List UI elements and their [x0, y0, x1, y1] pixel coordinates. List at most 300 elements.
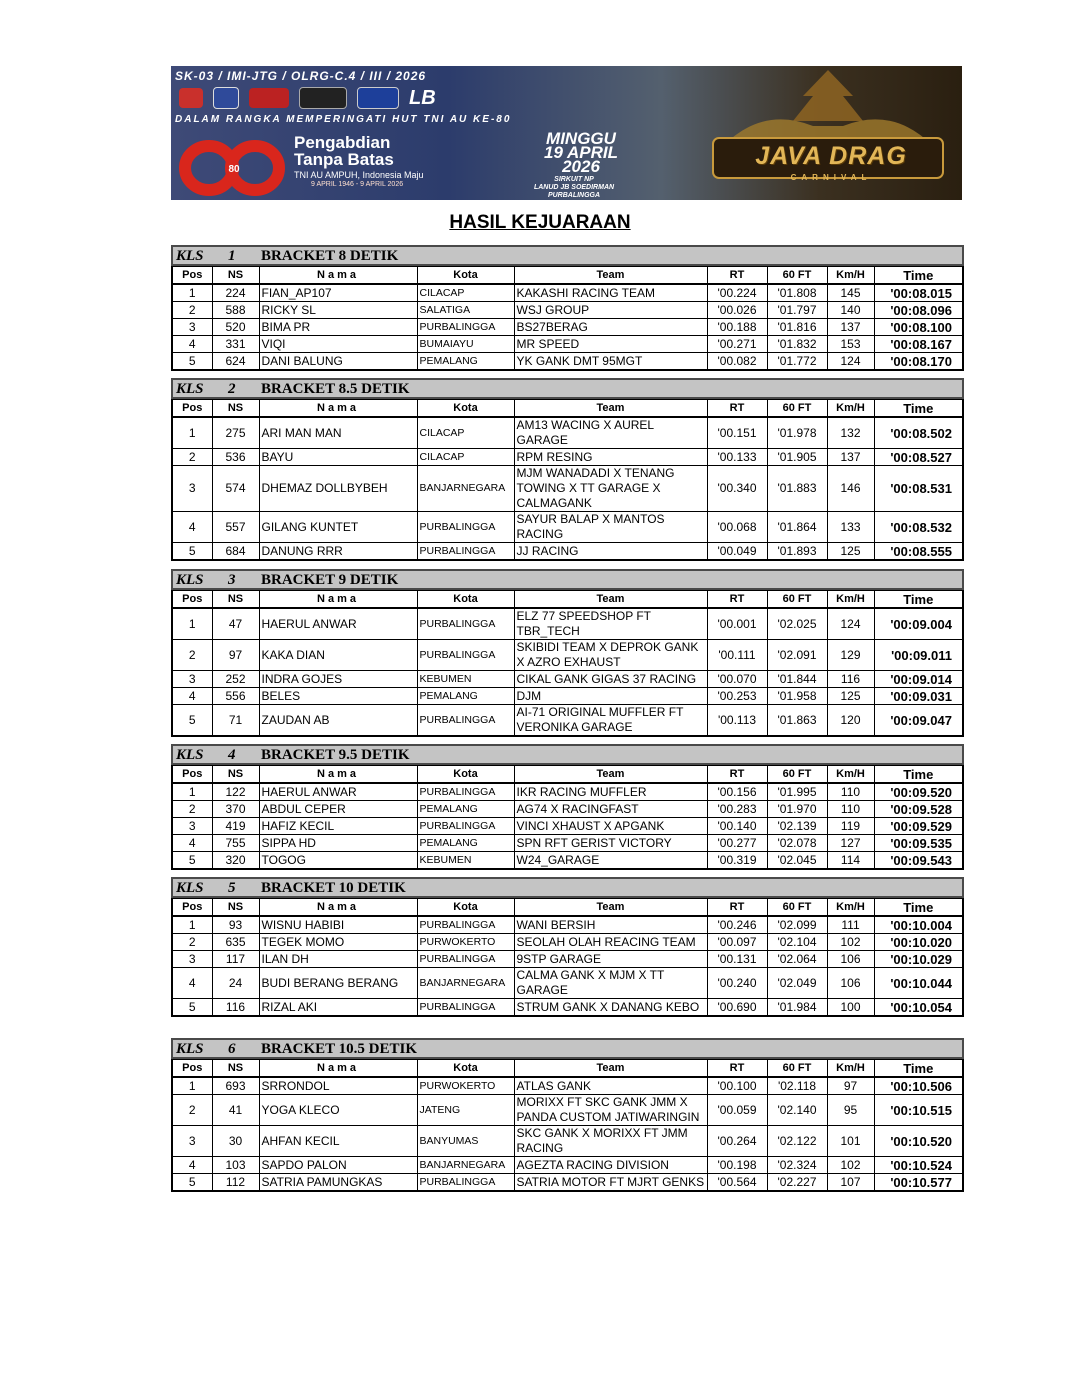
cell-time: '00:09.047 — [874, 705, 963, 737]
cell-pos: 2 — [172, 449, 212, 466]
cell-kmh: 101 — [827, 1126, 874, 1157]
cell-time: '00:08.531 — [874, 466, 963, 512]
class-header — [171, 877, 964, 898]
cell-rt: '00.224 — [707, 284, 767, 302]
cell-nama: SIPPA HD — [259, 835, 417, 852]
cell-ft: '02.139 — [767, 818, 827, 835]
cell-kmh: 110 — [827, 801, 874, 818]
header-ns: NS — [212, 267, 259, 285]
cell-kota: PURBALINGGA — [417, 818, 514, 835]
class-header — [171, 1038, 964, 1059]
cell-time: '00:09.529 — [874, 818, 963, 835]
cell-kmh: 125 — [827, 688, 874, 705]
table-header-row — [172, 1060, 963, 1078]
cell-nama: SRRONDOL — [259, 1077, 417, 1095]
cell-kmh: 110 — [827, 783, 874, 801]
venue-block — [489, 176, 659, 200]
cell-kmh: 124 — [827, 608, 874, 640]
cell-kota: PURBALINGGA — [417, 999, 514, 1017]
header-pos: Pos — [172, 591, 212, 609]
header-kota: Kota — [417, 267, 514, 285]
cell-pos: 2 — [172, 934, 212, 951]
cell-team: ELZ 77 SPEEDSHOP FT TBR_TECH — [514, 608, 707, 640]
cell-rt: '00.253 — [707, 688, 767, 705]
table-row — [172, 705, 963, 737]
cell-ns: 93 — [212, 916, 259, 934]
cell-kota: PURBALINGGA — [417, 640, 514, 671]
cell-kota: BANYUMAS — [417, 1126, 514, 1157]
cell-kota: PURBALINGGA — [417, 1174, 514, 1192]
cell-ft: '02.025 — [767, 608, 827, 640]
cell-kota: PURBALINGGA — [417, 543, 514, 561]
cell-pos: 4 — [172, 968, 212, 999]
cell-ns: 684 — [212, 543, 259, 561]
tni-au-logo — [179, 88, 203, 108]
local-logo — [249, 88, 289, 108]
cell-ns: 320 — [212, 852, 259, 870]
cell-team: YK GANK DMT 95MGT — [514, 353, 707, 371]
cell-ns: 331 — [212, 336, 259, 353]
cell-kota: BUMAIAYU — [417, 336, 514, 353]
cell-ns: 47 — [212, 608, 259, 640]
table-row — [172, 1157, 963, 1174]
slogan-line-2: Tanpa Batas — [294, 150, 394, 169]
header-kota: Kota — [417, 1060, 514, 1078]
cell-time: '00:10.520 — [874, 1126, 963, 1157]
cell-nama: AHFAN KECIL — [259, 1126, 417, 1157]
class-bracket-name: BRACKET 8 DETIK — [261, 248, 399, 264]
cell-ns: 574 — [212, 466, 259, 512]
cell-nama: FIAN_AP107 — [259, 284, 417, 302]
cell-kmh: 111 — [827, 916, 874, 934]
table-row — [172, 852, 963, 870]
header-ns: NS — [212, 400, 259, 418]
table-row — [172, 640, 963, 671]
table-row — [172, 688, 963, 705]
cell-nama: HAERUL ANWAR — [259, 608, 417, 640]
cell-kmh: 102 — [827, 1157, 874, 1174]
cell-time: '00:09.011 — [874, 640, 963, 671]
class-block — [171, 877, 964, 1017]
cell-kota: PURBALINGGA — [417, 512, 514, 543]
cell-kmh: 119 — [827, 818, 874, 835]
cell-ft: '02.045 — [767, 852, 827, 870]
cell-nama: BIMA PR — [259, 319, 417, 336]
header-time: Time — [874, 899, 963, 917]
table-row — [172, 1174, 963, 1192]
cell-pos: 5 — [172, 543, 212, 561]
cell-ft: '01.883 — [767, 466, 827, 512]
cell-kmh: 124 — [827, 353, 874, 371]
cell-ft: '01.984 — [767, 999, 827, 1017]
cell-rt: '00.151 — [707, 417, 767, 449]
cell-ft: '01.844 — [767, 671, 827, 688]
cell-time: '00:09.004 — [874, 608, 963, 640]
header-rt: RT — [707, 1060, 767, 1078]
table-row — [172, 302, 963, 319]
table-row — [172, 916, 963, 934]
cell-time: '00:10.004 — [874, 916, 963, 934]
cell-pos: 5 — [172, 999, 212, 1017]
header-pos: Pos — [172, 766, 212, 784]
class-block — [171, 1038, 964, 1192]
cell-ns: 635 — [212, 934, 259, 951]
cell-kota: PURBALINGGA — [417, 319, 514, 336]
cell-pos: 5 — [172, 852, 212, 870]
cell-team: CALMA GANK X MJM X TT GARAGE — [514, 968, 707, 999]
cell-kota: CILACAP — [417, 284, 514, 302]
cell-team: RPM RESING — [514, 449, 707, 466]
class-bracket-name: BRACKET 10.5 DETIK — [261, 1041, 418, 1057]
cell-rt: '00.283 — [707, 801, 767, 818]
cell-rt: '00.131 — [707, 951, 767, 968]
cell-ft: '01.797 — [767, 302, 827, 319]
cell-nama: HAFIZ KECIL — [259, 818, 417, 835]
cell-ns: 30 — [212, 1126, 259, 1157]
cell-ns: 275 — [212, 417, 259, 449]
cell-kmh: 100 — [827, 999, 874, 1017]
table-row — [172, 543, 963, 561]
cell-team: SKC GANK X MORIXX FT JMM RACING — [514, 1126, 707, 1157]
header-ft: 60 FT — [767, 591, 827, 609]
table-header-row — [172, 591, 963, 609]
header-ns: NS — [212, 899, 259, 917]
cell-team: MJM WANADADI X TENANG TOWING X TT GARAGE X CALMAGANK — [514, 466, 707, 512]
cell-ft: '01.772 — [767, 353, 827, 371]
cell-rt: '00.068 — [707, 512, 767, 543]
cell-time: '00:09.014 — [874, 671, 963, 688]
cell-kota: JATENG — [417, 1095, 514, 1126]
header-nama: Nama — [259, 591, 417, 609]
cell-team: IKR RACING MUFFLER — [514, 783, 707, 801]
cell-kmh: 114 — [827, 852, 874, 870]
cell-rt: '00.140 — [707, 818, 767, 835]
cell-nama: RIZAL AKI — [259, 999, 417, 1017]
cell-ft: '02.324 — [767, 1157, 827, 1174]
class-block — [171, 569, 964, 737]
cell-kmh: 120 — [827, 705, 874, 737]
cell-kmh: 153 — [827, 336, 874, 353]
cell-ft: '01.808 — [767, 284, 827, 302]
cell-rt: '00.340 — [707, 466, 767, 512]
cell-ns: 112 — [212, 1174, 259, 1192]
cell-kmh: 137 — [827, 449, 874, 466]
header-rt: RT — [707, 899, 767, 917]
cell-ns: 24 — [212, 968, 259, 999]
cell-time: '00:08.015 — [874, 284, 963, 302]
table-row — [172, 934, 963, 951]
table-row — [172, 417, 963, 449]
cell-nama: BUDI BERANG BERANG — [259, 968, 417, 999]
cell-time: '00:10.054 — [874, 999, 963, 1017]
cell-rt: '00.097 — [707, 934, 767, 951]
header-nama: Nama — [259, 400, 417, 418]
header-time: Time — [874, 1060, 963, 1078]
table-row — [172, 801, 963, 818]
class-block — [171, 245, 964, 371]
cell-rt: '00.111 — [707, 640, 767, 671]
class-kls-label: KLS — [176, 880, 204, 896]
lb-logo: LB — [409, 87, 436, 109]
cell-kmh: 132 — [827, 417, 874, 449]
class-bracket-name: BRACKET 9.5 DETIK — [261, 747, 410, 763]
cell-ns: 755 — [212, 835, 259, 852]
header-team: Team — [514, 899, 707, 917]
table-row — [172, 449, 963, 466]
class-kls-label: KLS — [176, 381, 204, 397]
class-block — [171, 378, 964, 561]
cell-kota: PURBALINGGA — [417, 916, 514, 934]
cell-ft: '02.091 — [767, 640, 827, 671]
cell-kota: CILACAP — [417, 449, 514, 466]
cell-nama: SATRIA PAMUNGKAS — [259, 1174, 417, 1192]
class-number: 1 — [228, 248, 236, 264]
cell-kmh: 106 — [827, 968, 874, 999]
header-nama: Nama — [259, 267, 417, 285]
class-block — [171, 744, 964, 870]
table-header-row — [172, 766, 963, 784]
cell-pos: 1 — [172, 783, 212, 801]
cell-ns: 536 — [212, 449, 259, 466]
cell-ns: 252 — [212, 671, 259, 688]
cell-team: WSJ GROUP — [514, 302, 707, 319]
cell-team: W24_GARAGE — [514, 852, 707, 870]
cell-ns: 370 — [212, 801, 259, 818]
cell-pos: 1 — [172, 916, 212, 934]
cell-nama: DANI BALUNG — [259, 353, 417, 371]
cell-kota: SALATIGA — [417, 302, 514, 319]
cell-time: '00:09.528 — [874, 801, 963, 818]
event-banner — [171, 66, 962, 200]
cell-pos: 4 — [172, 512, 212, 543]
header-ft: 60 FT — [767, 899, 827, 917]
cell-pos: 5 — [172, 1174, 212, 1192]
cell-ns: 224 — [212, 284, 259, 302]
table-row — [172, 999, 963, 1017]
cell-pos: 3 — [172, 466, 212, 512]
header-team: Team — [514, 1060, 707, 1078]
cell-pos: 4 — [172, 688, 212, 705]
header-kmh: Km/H — [827, 1060, 874, 1078]
cell-kota: PURBALINGGA — [417, 608, 514, 640]
cell-pos: 5 — [172, 353, 212, 371]
cell-kmh: 129 — [827, 640, 874, 671]
cell-time: '00:10.577 — [874, 1174, 963, 1192]
cell-ns: 624 — [212, 353, 259, 371]
event-date-block — [501, 129, 661, 176]
cell-nama: TOGOG — [259, 852, 417, 870]
table-row — [172, 336, 963, 353]
event-date: 19 APRIL — [543, 143, 618, 162]
cell-nama: WISNU HABIBI — [259, 916, 417, 934]
cell-kota: PEMALANG — [417, 835, 514, 852]
cell-rt: '00.240 — [707, 968, 767, 999]
cell-team: SPN RFT GERIST VICTORY — [514, 835, 707, 852]
cell-pos: 5 — [172, 705, 212, 737]
hut-80-emblem — [179, 128, 289, 200]
metro-logo — [299, 87, 347, 109]
cell-kmh: 102 — [827, 934, 874, 951]
slogan-title — [294, 134, 394, 168]
cell-kmh: 107 — [827, 1174, 874, 1192]
class-number: 5 — [228, 880, 236, 896]
header-kmh: Km/H — [827, 766, 874, 784]
header-rt: RT — [707, 267, 767, 285]
table-header-row — [172, 400, 963, 418]
header-time: Time — [874, 766, 963, 784]
header-team: Team — [514, 400, 707, 418]
cell-team: AG74 X RACINGFAST — [514, 801, 707, 818]
header-team: Team — [514, 766, 707, 784]
cell-rt: '00.246 — [707, 916, 767, 934]
table-row — [172, 951, 963, 968]
cell-kmh: 95 — [827, 1095, 874, 1126]
cell-pos: 4 — [172, 1157, 212, 1174]
cell-pos: 3 — [172, 671, 212, 688]
table-row — [172, 835, 963, 852]
slogan-sub: TNI AU AMPUH, Indonesia Maju — [294, 170, 424, 180]
class-number: 4 — [228, 747, 236, 763]
cell-pos: 2 — [172, 302, 212, 319]
cell-nama: ZAUDAN AB — [259, 705, 417, 737]
table-header-row — [172, 267, 963, 285]
header-team: Team — [514, 591, 707, 609]
imi-logo — [213, 87, 239, 109]
event-name: JAVA DRAG — [755, 142, 907, 170]
cell-pos: 3 — [172, 951, 212, 968]
results-table — [171, 399, 964, 561]
cell-nama: ARI MAN MAN — [259, 417, 417, 449]
class-bracket-name: BRACKET 8.5 DETIK — [261, 381, 410, 397]
header-kmh: Km/H — [827, 591, 874, 609]
cell-kmh: 125 — [827, 543, 874, 561]
cell-nama: YOGA KLECO — [259, 1095, 417, 1126]
class-number: 3 — [228, 572, 236, 588]
venue-line-3: PURBALINGGA — [547, 192, 601, 199]
header-ns: NS — [212, 766, 259, 784]
cell-kota: BANJARNEGARA — [417, 466, 514, 512]
cell-pos: 4 — [172, 336, 212, 353]
table-row — [172, 1095, 963, 1126]
cell-pos: 2 — [172, 801, 212, 818]
cell-nama: DANUNG RRR — [259, 543, 417, 561]
results-table — [171, 1059, 964, 1192]
header-time: Time — [874, 267, 963, 285]
cell-ft: '01.893 — [767, 543, 827, 561]
cell-time: '00:08.532 — [874, 512, 963, 543]
cell-pos: 2 — [172, 1095, 212, 1126]
header-nama: Nama — [259, 766, 417, 784]
cell-team: KAKASHI RACING TEAM — [514, 284, 707, 302]
sk-number: SK-03 / IMI-JTG / OLRG-C.4 / III / 2026 — [175, 69, 427, 83]
cell-ns: 117 — [212, 951, 259, 968]
header-rt: RT — [707, 591, 767, 609]
cell-pos: 1 — [172, 417, 212, 449]
header-team: Team — [514, 267, 707, 285]
header-ns: NS — [212, 1060, 259, 1078]
anniversary-dates: 9 APRIL 1946 - 9 APRIL 2026 — [311, 181, 404, 188]
cell-rt: '00.156 — [707, 783, 767, 801]
cell-team: SKIBIDI TEAM X DEPROK GANK X AZRO EXHAUST — [514, 640, 707, 671]
cell-rt: '00.188 — [707, 319, 767, 336]
cell-nama: ILAN DH — [259, 951, 417, 968]
cell-rt: '00.001 — [707, 608, 767, 640]
cell-ft: '02.227 — [767, 1174, 827, 1192]
event-sub: CARNIVAL — [790, 173, 872, 182]
cell-nama: BELES — [259, 688, 417, 705]
cell-ns: 122 — [212, 783, 259, 801]
cell-team: SEOLAH OLAH REACING TEAM — [514, 934, 707, 951]
cell-team: AM13 WACING X AUREL GARAGE — [514, 417, 707, 449]
cell-kota: PURBALINGGA — [417, 705, 514, 737]
cell-kota: BANJARNEGARA — [417, 968, 514, 999]
cell-time: '00:09.543 — [874, 852, 963, 870]
cell-time: '00:08.167 — [874, 336, 963, 353]
cell-ns: 556 — [212, 688, 259, 705]
cell-kmh: 106 — [827, 951, 874, 968]
cell-nama: VIQI — [259, 336, 417, 353]
cell-ft: '01.864 — [767, 512, 827, 543]
cell-nama: INDRA GOJES — [259, 671, 417, 688]
results-table — [171, 590, 964, 737]
cell-kmh: 146 — [827, 466, 874, 512]
cell-rt: '00.198 — [707, 1157, 767, 1174]
cell-team: ATLAS GANK — [514, 1077, 707, 1095]
header-pos: Pos — [172, 899, 212, 917]
cell-ns: 41 — [212, 1095, 259, 1126]
header-nama: Nama — [259, 899, 417, 917]
cell-kmh: 137 — [827, 319, 874, 336]
cell-kota: PEMALANG — [417, 801, 514, 818]
cell-team: MR SPEED — [514, 336, 707, 353]
header-time: Time — [874, 591, 963, 609]
cell-time: '00:10.506 — [874, 1077, 963, 1095]
header-nama: Nama — [259, 1060, 417, 1078]
cell-ft: '02.078 — [767, 835, 827, 852]
cell-pos: 4 — [172, 835, 212, 852]
cell-time: '00:10.515 — [874, 1095, 963, 1126]
cell-team: JJ RACING — [514, 543, 707, 561]
cell-rt: '00.059 — [707, 1095, 767, 1126]
cell-kota: PURWOKERTO — [417, 934, 514, 951]
cell-ft: '01.995 — [767, 783, 827, 801]
table-row — [172, 968, 963, 999]
cell-kota: PURBALINGGA — [417, 951, 514, 968]
cell-ft: '01.970 — [767, 801, 827, 818]
table-row — [172, 783, 963, 801]
cell-nama: DHEMAZ DOLLBYBEH — [259, 466, 417, 512]
class-number: 6 — [228, 1041, 236, 1057]
venue-line-2: LANUD JB SOEDIRMAN — [533, 184, 615, 191]
rl-logo — [357, 87, 399, 109]
cell-nama: RICKY SL — [259, 302, 417, 319]
cell-nama: BAYU — [259, 449, 417, 466]
cell-ns: 588 — [212, 302, 259, 319]
header-time: Time — [874, 400, 963, 418]
cell-time: '00:10.044 — [874, 968, 963, 999]
header-kota: Kota — [417, 766, 514, 784]
header-kota: Kota — [417, 899, 514, 917]
header-kota: Kota — [417, 400, 514, 418]
cell-rt: '00.026 — [707, 302, 767, 319]
cell-rt: '00.113 — [707, 705, 767, 737]
event-year: 2026 — [562, 157, 600, 176]
cell-time: '00:08.527 — [874, 449, 963, 466]
cell-rt: '00.277 — [707, 835, 767, 852]
cell-team: AI-71 ORIGINAL MUFFLER FT VERONIKA GARAGE — [514, 705, 707, 737]
class-header — [171, 245, 964, 266]
cell-time: '00:09.031 — [874, 688, 963, 705]
